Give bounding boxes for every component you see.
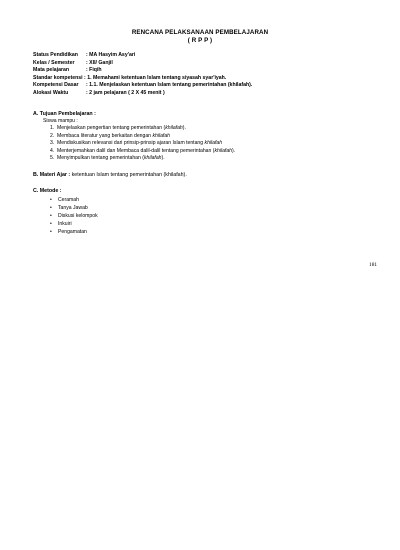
item-text: Menyimpulkan tentang pemerintahan ( xyxy=(57,155,144,162)
info-row-mapel xyxy=(33,67,252,75)
list-item xyxy=(50,204,98,212)
info-label: Status Pendidikan xyxy=(33,52,78,58)
list-item xyxy=(50,155,235,163)
item-text: Mendiskusikan relevansi dari prinsip-prinsip ajaran Islam tentang xyxy=(57,140,205,147)
item-number: 1. xyxy=(50,125,55,131)
item-number: 2. xyxy=(50,132,55,139)
list-item xyxy=(50,196,98,204)
document-subtitle: ( R P P ) xyxy=(187,37,213,44)
item-text: Ceramah xyxy=(58,197,79,203)
bullet: • xyxy=(50,213,52,219)
item-end: ). xyxy=(161,155,165,162)
section-b-heading: B. Materi Ajar : xyxy=(33,172,71,178)
item-term: khilafah xyxy=(143,155,162,162)
list-item xyxy=(50,148,235,156)
objectives-list xyxy=(50,125,235,163)
info-row-alokasi xyxy=(33,90,252,98)
list-item xyxy=(50,220,98,228)
item-text: Inkuiri xyxy=(58,221,72,227)
section-a-heading: A. Tujuan Pembelajaran : xyxy=(33,111,96,117)
info-label: Standar kompetensi : xyxy=(33,74,86,81)
item-term: khilafah xyxy=(214,147,232,154)
info-value: : 2 jam pelajaran ( 2 X 45 menit ) xyxy=(86,89,165,96)
item-number: 3. xyxy=(50,140,55,147)
identity-block xyxy=(33,52,252,98)
bullet: • xyxy=(50,205,52,211)
methods-list xyxy=(50,196,98,236)
list-item xyxy=(50,133,235,141)
item-text: Menjelaskan pengertian tentang pemerintahan ( xyxy=(57,125,166,131)
item-text: Menterjemahkan dalil dan Membaca dalil-dalil tentang pemerintahan ( xyxy=(57,147,215,154)
info-row-status xyxy=(33,52,252,60)
item-text: Pengamatan xyxy=(58,229,87,235)
bullet: • xyxy=(50,229,52,235)
item-term: khilafah xyxy=(204,140,223,147)
item-end: ). xyxy=(182,125,186,131)
info-row-kd xyxy=(33,82,252,90)
info-value: : XII/ Ganjil xyxy=(86,59,113,66)
page-number: 181 xyxy=(369,262,378,268)
info-label: Kelas / Semester xyxy=(33,59,75,66)
item-text: Membaca literatur yang berkaitan dengan xyxy=(57,132,153,139)
list-item xyxy=(50,140,235,148)
item-end: ). xyxy=(232,147,236,154)
info-label: Alokasi Waktu xyxy=(33,89,69,96)
item-number: 4. xyxy=(50,147,55,154)
info-label: Kompetensi Dasar xyxy=(33,82,79,89)
list-item xyxy=(50,228,98,236)
item-text: Tanya Jawab xyxy=(58,205,88,211)
bullet: • xyxy=(50,197,52,203)
section-b-text: ketentuan Islam tentang pemerintahan (khilafah). xyxy=(70,172,187,178)
info-value: : 1.1. Menjelaskan ketentuan Islam tentang pemerintahan (khilafah). xyxy=(86,82,253,89)
document-title: RENCANA PELAKSANAAN PEMBELAJARAN xyxy=(131,29,269,36)
list-item xyxy=(50,212,98,220)
item-term: khilafah xyxy=(165,125,183,131)
info-row-sk xyxy=(33,75,252,83)
list-item xyxy=(50,125,235,133)
info-value: 1. Memahami ketentuan Islam tentang siyasah syar'iyah. xyxy=(87,74,227,81)
bullet: • xyxy=(50,221,52,227)
info-row-kelas xyxy=(33,60,252,68)
info-value: : MA Hasyim Asy'ari xyxy=(86,52,136,58)
item-term: khilafah xyxy=(152,132,170,139)
item-text: Diskusi kelompok xyxy=(58,213,98,219)
item-number: 5. xyxy=(50,155,55,162)
section-a-intro: Siswa mampu : xyxy=(43,118,78,124)
info-value: : Fiqih xyxy=(86,67,102,74)
section-b xyxy=(33,172,187,178)
section-c-heading: C. Metode : xyxy=(33,188,62,194)
info-label: Mata pelajaran xyxy=(33,67,70,74)
